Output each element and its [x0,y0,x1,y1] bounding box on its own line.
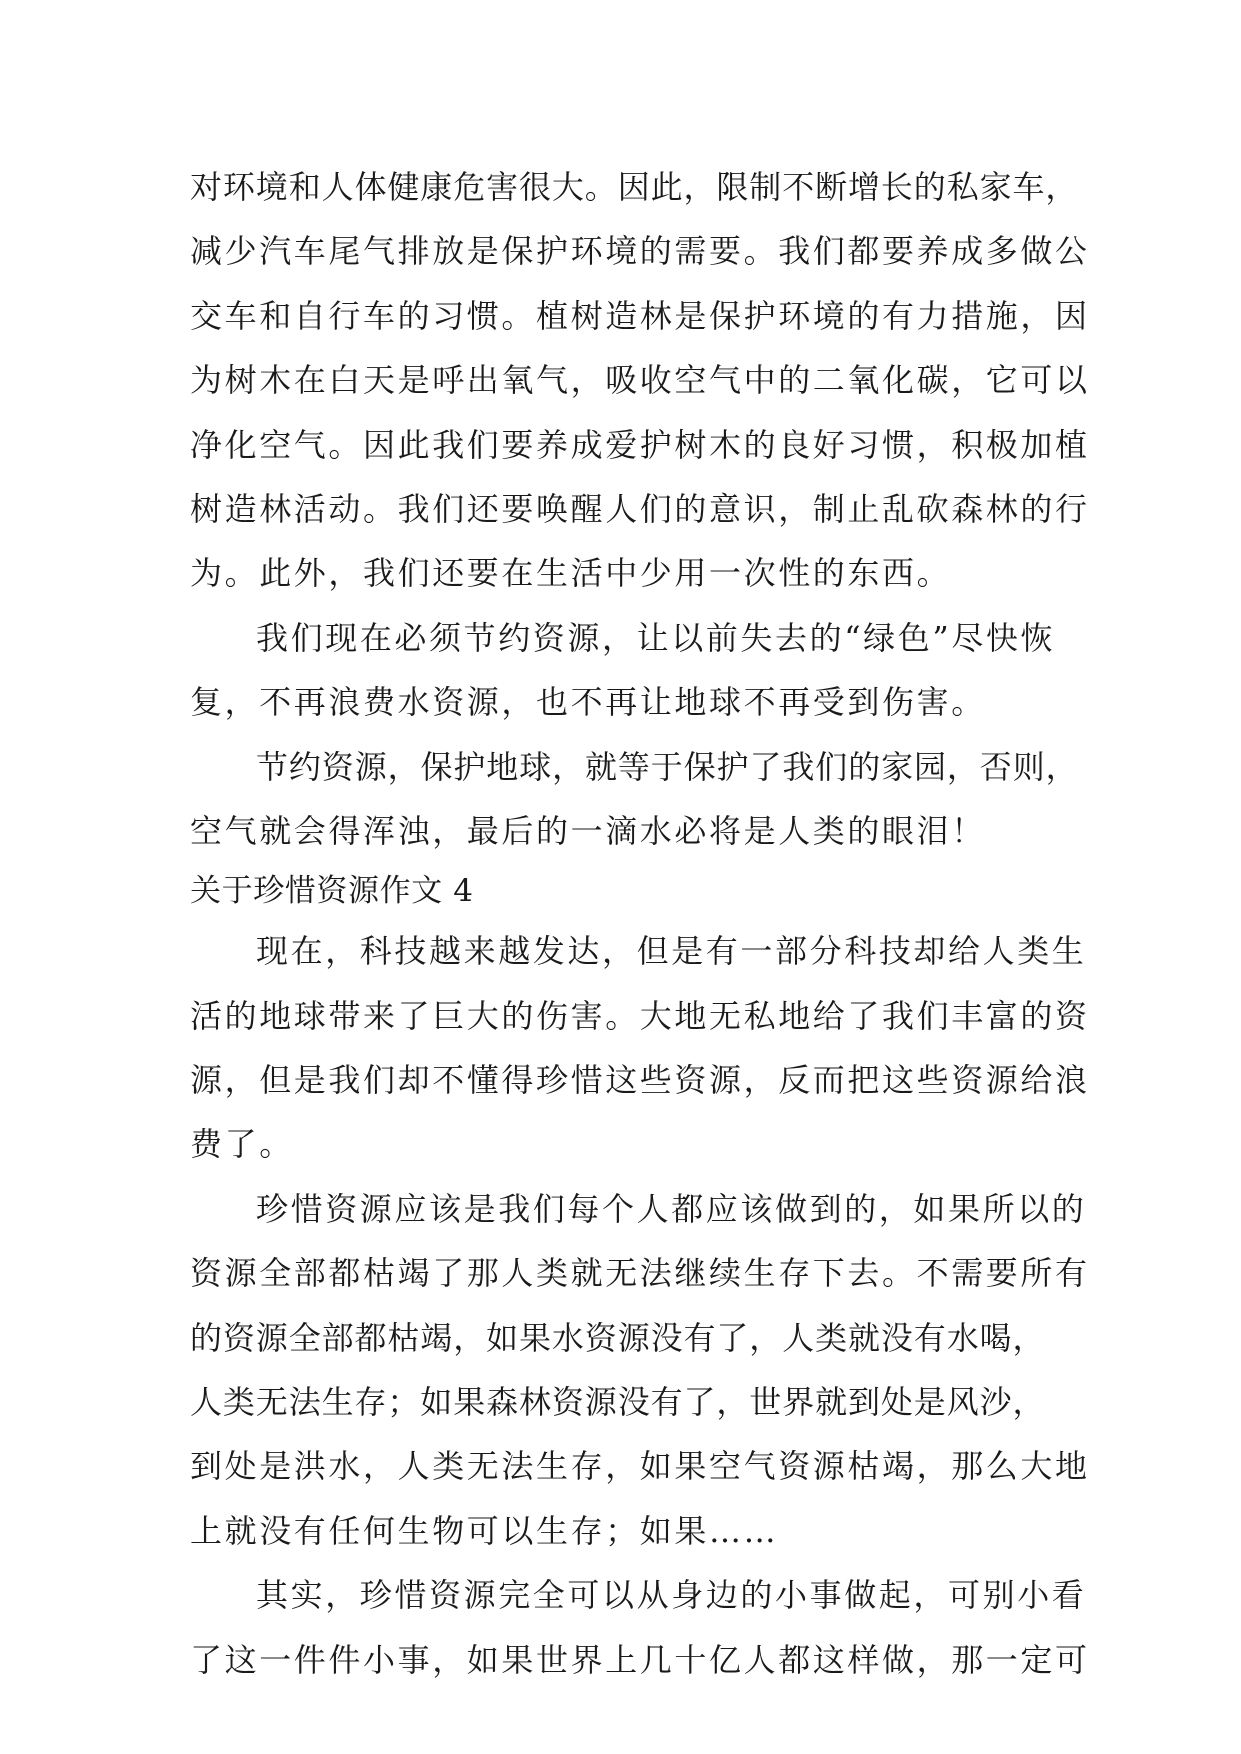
text-line: 节约资源，保护地球，就等于保护了我们的家园，否则， [256,747,1079,786]
text-line: 资源全部都枯竭了那人类就无法继续生存下去。不需要所有 [190,1254,1090,1293]
text-line: 我们现在必须节约资源，让以前失去的“绿色”尽快恢 [256,618,1056,657]
text-line: 空气就会得浑浊，最后的一滴水必将是人类的眼泪！ [190,811,986,850]
text-line: 到处是洪水，人类无法生存，如果空气资源枯竭，那么大地 [190,1447,1090,1486]
text-line: 珍惜资源应该是我们每个人都应该做到的，如果所以的 [256,1189,1087,1228]
text-line: 为。此外，我们还要在生活中少用一次性的东西。 [190,554,952,593]
text-line: 对环境和人体健康危害很大。因此，限制不断增长的私家车， [190,168,1079,206]
document-body [190,155,1090,1692]
text-line: 人类无法生存；如果森林资源没有了，世界就到处是风沙， [190,1383,1046,1422]
text-line: 费了。 [190,1125,294,1164]
text-line: 其实，珍惜资源完全可以从身边的小事做起，可别小看 [256,1576,1087,1615]
text-line: 交车和自行车的习惯。植树造林是保护环境的有力措施，因 [190,296,1090,335]
text-line: 减少汽车尾气排放是保护环境的需要。我们都要养成多做公 [190,232,1090,271]
text-line: 源，但是我们却不懂得珍惜这些资源，反而把这些资源给浪 [190,1061,1090,1100]
text-line: 净化空气。因此我们要养成爱护树木的良好习惯，积极加植 [190,425,1090,464]
text-line: 为树木在白天是呼出氧气，吸收空气中的二氧化碳，它可以 [190,361,1090,400]
text-line: 活的地球带来了巨大的伤害。大地无私地给了我们丰富的资 [190,996,1090,1035]
text-line: 现在，科技越来越发达，但是有一部分科技却给人类生 [256,932,1087,971]
text-line: 复，不再浪费水资源，也不再让地球不再受到伤害。 [190,683,986,722]
section-heading: 关于珍惜资源作文 4 [190,873,474,910]
text-line: 树造林活动。我们还要唤醒人们的意识，制止乱砍森林的行 [190,489,1090,528]
text-line: 的资源全部都枯竭，如果水资源没有了，人类就没有水喝， [190,1318,1046,1357]
text-line: 上就没有任何生物可以生存；如果…… [190,1511,779,1550]
text-line: 了这一件件小事，如果世界上几十亿人都这样做，那一定可 [190,1640,1090,1679]
